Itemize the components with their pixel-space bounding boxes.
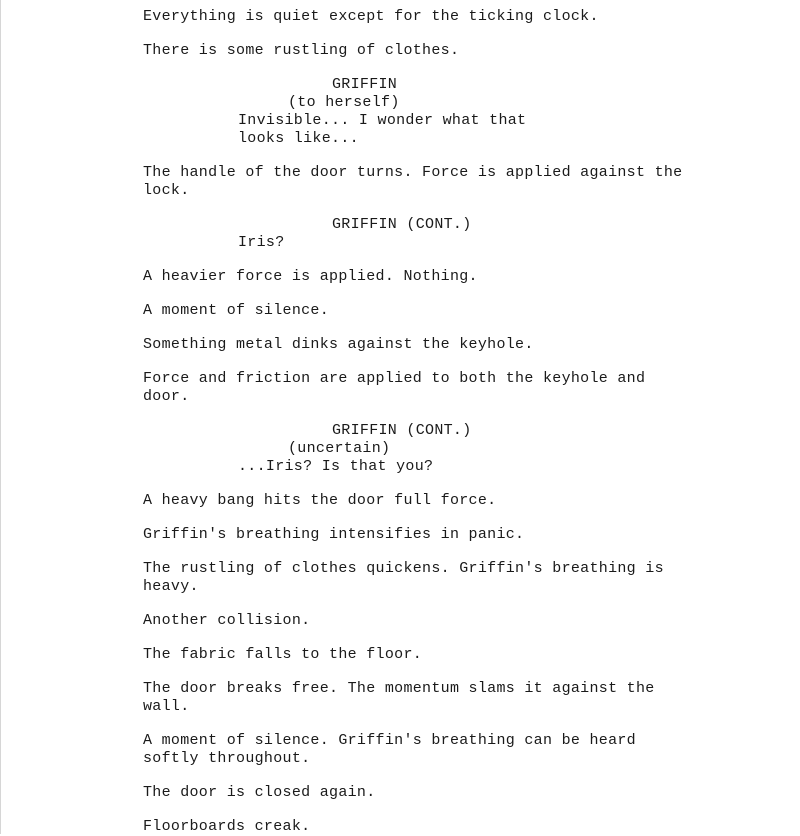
action-line: A moment of silence. Griffin's breathing can be heard <box>143 732 636 749</box>
character-cue: GRIFFIN (CONT.) <box>332 216 472 233</box>
action-line: Force and friction are applied to both the keyhole and <box>143 370 646 387</box>
dialogue-line: Invisible... I wonder what that <box>238 112 527 129</box>
action-line: softly throughout. <box>143 750 311 767</box>
action-line: Everything is quiet except for the ticking clock. <box>143 8 599 25</box>
action-line: Another collision. <box>143 612 311 629</box>
parenthetical-line: (uncertain) <box>288 440 391 457</box>
action-line: heavy. <box>143 578 199 595</box>
dialogue-line: ...Iris? Is that you? <box>238 458 434 475</box>
page-left-edge <box>0 0 1 834</box>
action-line: A moment of silence. <box>143 302 330 319</box>
action-line: door. <box>143 388 190 405</box>
parenthetical-line: (to herself) <box>288 94 400 111</box>
dialogue-line: looks like... <box>238 130 359 147</box>
character-cue: GRIFFIN (CONT.) <box>332 422 472 439</box>
action-line: Griffin's breathing intensifies in panic. <box>143 526 525 543</box>
action-line: The door breaks free. The momentum slams it against the <box>143 680 655 697</box>
action-line: The fabric falls to the floor. <box>143 646 423 663</box>
action-line: Something metal dinks against the keyhole. <box>143 336 534 353</box>
action-line: lock. <box>143 182 190 199</box>
action-line: There is some rustling of clothes. <box>143 42 460 59</box>
action-line: The door is closed again. <box>143 784 376 801</box>
action-line: Floorboards creak. <box>143 818 311 835</box>
action-line: wall. <box>143 698 190 715</box>
action-line: A heavy bang hits the door full force. <box>143 492 497 509</box>
dialogue-line: Iris? <box>238 234 285 251</box>
action-line: The handle of the door turns. Force is applied against the <box>143 164 683 181</box>
character-cue: GRIFFIN <box>332 76 398 93</box>
action-line: The rustling of clothes quickens. Griffin's breathing is <box>143 560 664 577</box>
action-line: A heavier force is applied. Nothing. <box>143 268 478 285</box>
